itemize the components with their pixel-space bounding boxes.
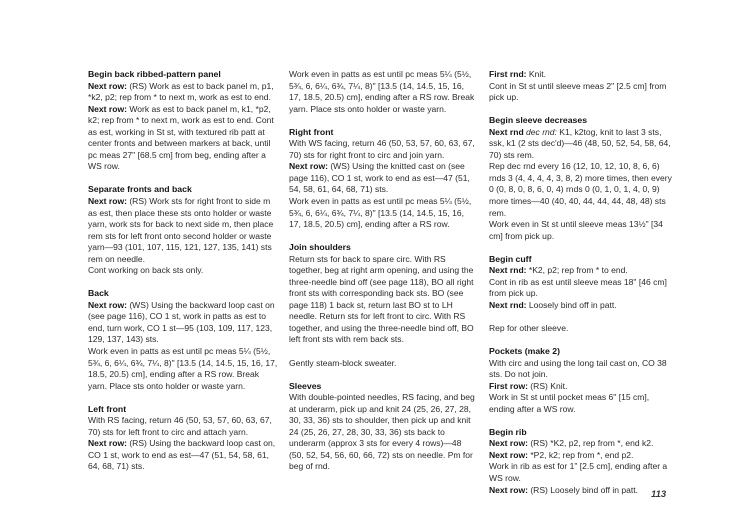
paragraph-text: (RS) Loosely bind off in patt. [527,484,639,495]
instruction-lead: Next row: [88,195,127,206]
instruction-lead: Next row: [88,438,127,449]
paragraph [88,300,278,346]
paragraph [289,69,477,115]
paragraph-text: With WS facing, return 46 (50, 53, 57, 60, 63, 67, 70) sts for right front to circ and join yarn. [289,138,475,160]
paragraph [489,277,677,300]
paragraph [489,485,677,497]
paragraph-text: (RS) Work as est to back panel m, p1, *k2, p2; rep from * to next m, work as est to end. [88,80,274,103]
paragraph [88,81,278,104]
paragraph [289,392,477,473]
instruction-lead: Next row: [88,103,127,114]
instruction-lead: Next rnd: [489,265,527,276]
paragraph [489,300,677,312]
section [489,254,677,335]
paragraph-text: With RS facing, return 46 (50, 53, 57, 60, 63, 67, 70) sts for left front to circ and attach yarn. [88,415,272,437]
paragraph [289,358,477,370]
paragraph-text: Work in St st until pocket meas 6" [15 cm], ending after a WS row. [489,392,650,414]
paragraph [489,81,677,104]
paragraph-text: (WS) Using the knitted cast on (see page 116), CO 1 st, work to end as est—47 (51, 54, 58, 61, 64, 68, 71) sts. [289,161,470,195]
paragraph [88,438,278,473]
column-1 [88,69,278,485]
section-heading: Separate fronts and back [88,184,192,195]
paragraph [489,127,677,162]
paragraph [289,138,477,161]
paragraph-text: Work even in patts as est until pc meas 5¼ (5½, 5¾, 6, 6¼, 6¾, 7¼, 8)" [13.5 (14, 14.5, 15, 16, 17, 18.5, 20.5) cm], ending after a RS row. Break yarn. Place sts onto holder or waste yarn. [289,69,475,114]
paragraph-text: Knit. [526,69,546,79]
paragraph-text: Cont in rib as est until sleeve meas 18" [46 cm] from pick up. [489,276,667,299]
paragraph-text: Work even in patts as est until pc meas 5¼ (5½, 5¾, 6, 6¼, 6¾, 7¼, 8)" [13.5 (14, 14.5, 15, 16, 17, 18.5, 20.5) cm], ending after a RS row. Break yarn. Place sts onto holder or waste yarn. [88,346,278,391]
paragraph-text: Work as est to back panel m, k1, *p2, k2; rep from * to next m, work as est to end. Cont as est, working in St st, with textured rib patt at center fronts and between markers at back, until pc meas 27" [68.5 cm] from beg, ending after a WS row. [88,103,274,172]
paragraph-text: Loosely bind off in patt. [526,299,617,310]
section [289,381,477,473]
instruction-lead: Next row: [489,484,528,495]
instruction-lead-extra: dec rnd: [523,126,557,137]
section [88,404,278,473]
column-3 [489,69,677,508]
section-heading: Begin back ribbed-pattern panel [88,69,221,79]
paragraph [489,323,677,335]
paragraph-text: (RS) *K2, p2, rep from *, end k2. [527,438,654,449]
instruction-lead: First row: [489,380,528,391]
section-heading: Join shoulders [289,242,351,253]
section-heading: Left front [88,403,127,414]
paragraph [489,69,677,81]
paragraph-text: (RS) Work sts for right front to side m as est, then place these sts onto holder or waste yarn, work sts for back to next side m, then place rem sts for left front onto second holder or waste yarn—93 (101, 107, 115, 121, 127, 135, 141) sts rem on needle. [88,195,274,264]
section-heading: Begin sleeve decreases [489,115,588,126]
paragraph [489,161,677,219]
paragraph-text: *K2, p2; rep from * to end. [526,265,628,276]
section-heading: Pockets (make 2) [489,345,560,356]
paragraph [88,415,278,438]
paragraph [489,358,677,381]
section-heading: Back [88,288,109,299]
paragraph [489,392,677,415]
section [289,127,477,231]
section [289,242,477,369]
instruction-lead: Next row: [88,299,127,310]
paragraph-text: Return sts for back to spare circ. With RS together, beg at right arm opening, and using the three-needle bind off (see page 118), BO all right front sts with corresponding back sts. BO (see page 118) 1 back st, return last BO st to LH needle. Return sts for left front to circ. With RS together, and using the three-needle bind off, BO left front sts with rem back sts. [289,253,474,345]
section-heading: Sleeves [289,380,322,391]
column-2 [289,69,477,485]
paragraph-text: Rep for other sleeve. [489,322,569,333]
section [489,427,677,496]
paragraph-text: (RS) Knit. [527,380,568,391]
section [489,69,677,104]
paragraph [489,450,677,462]
section-heading: Right front [289,126,334,137]
paragraph-text: With double-pointed needles, RS facing, and beg at underarm, pick up and knit 24 (25, 26, 27, 28, 30, 33, 36) sts to shoulder, then pick up and knit 24 (25, 26, 27, 28, 30, 33, 36) sts back to underarm (approx 3 sts for every 4 rows)—48 (50, 52, 54, 56, 60, 66, 72) sts on needle. Pm for beg of rnd. [289,392,475,472]
paragraph [289,254,477,346]
paragraph [88,104,278,173]
section-heading: Begin rib [489,426,527,437]
paragraph [489,265,677,277]
section [88,288,278,392]
instruction-lead: Next rnd [489,126,524,137]
paragraph-text: Cont in St st until sleeve meas 2" [2.5 cm] from pick up. [489,80,667,103]
paragraph [88,346,278,392]
section [88,69,278,173]
instruction-lead: Next rnd: [489,299,527,310]
paragraph-spacer [289,346,477,358]
paragraph-text: *P2, k2; rep from *, end p2. [527,449,634,460]
paragraph [289,161,477,196]
instruction-lead: Next row: [289,161,328,172]
section [489,115,677,242]
paragraph-text: Gently steam-block sweater. [289,357,397,368]
paragraph-text: With circ and using the long tail cast on, CO 38 sts. Do not join. [489,357,667,380]
paragraph [489,438,677,450]
instruction-lead: Next row: [489,449,528,460]
page-number: 113 [651,489,667,500]
instruction-lead: First rnd: [489,69,527,79]
paragraph-text: Work even in patts as est until pc meas 5¼ (5½, 5¾, 6, 6¼, 6¾, 7¼, 8)" [13.5 (14, 14.5, 15, 16, 17, 18.5, 20.5) cm], ending after a RS row. [289,195,472,230]
paragraph-text: Work in rib as est for 1" [2.5 cm], ending after a WS row. [489,461,668,483]
paragraph [489,461,677,484]
paragraph-text: Work even in St st until sleeve meas 13½" [34 cm] from pick up. [489,219,663,241]
paragraph-text: (WS) Using the backward loop cast on (see page 116), CO 1 st, work in patts as est to end, turn work, CO 1 st—95 (103, 109, 117, 123, 129, 137, 143) sts. [88,299,275,345]
paragraph [489,381,677,393]
paragraph [289,196,477,231]
paragraph-text: Rep dec rnd every 16 (12, 10, 12, 10, 8, 6, 6) rnds 3 (4, 4, 4, 4, 3, 8, 2) more times, then every 0 (0, 8, 0, 8, 6, 0, 4) rnds 0 (0, 1, 0, 1, 4, 0, 9) more times—40 (40, 40, 44, 44, 44, 48, 48) sts rem. [489,161,672,218]
paragraph [88,196,278,265]
paragraph-text: Cont working on back sts only. [88,265,204,276]
instruction-lead: Next row: [489,438,528,449]
paragraph-spacer [489,311,677,323]
section [489,346,677,415]
paragraph [88,265,278,277]
section-heading: Begin cuff [489,253,532,264]
paragraph-text: K1, k2tog, knit to last 3 sts, ssk, k1 (2 sts dec'd)—46 (48, 50, 52, 54, 58, 64, 70) sts rem. [489,126,671,160]
paragraph-text: (RS) Using the backward loop cast on, CO 1 st, work to end as est—47 (51, 54, 58, 61, 64, 68, 71) sts. [88,438,276,472]
section [88,184,278,276]
section [289,69,477,115]
instruction-lead: Next row: [88,80,127,91]
paragraph [489,219,677,242]
